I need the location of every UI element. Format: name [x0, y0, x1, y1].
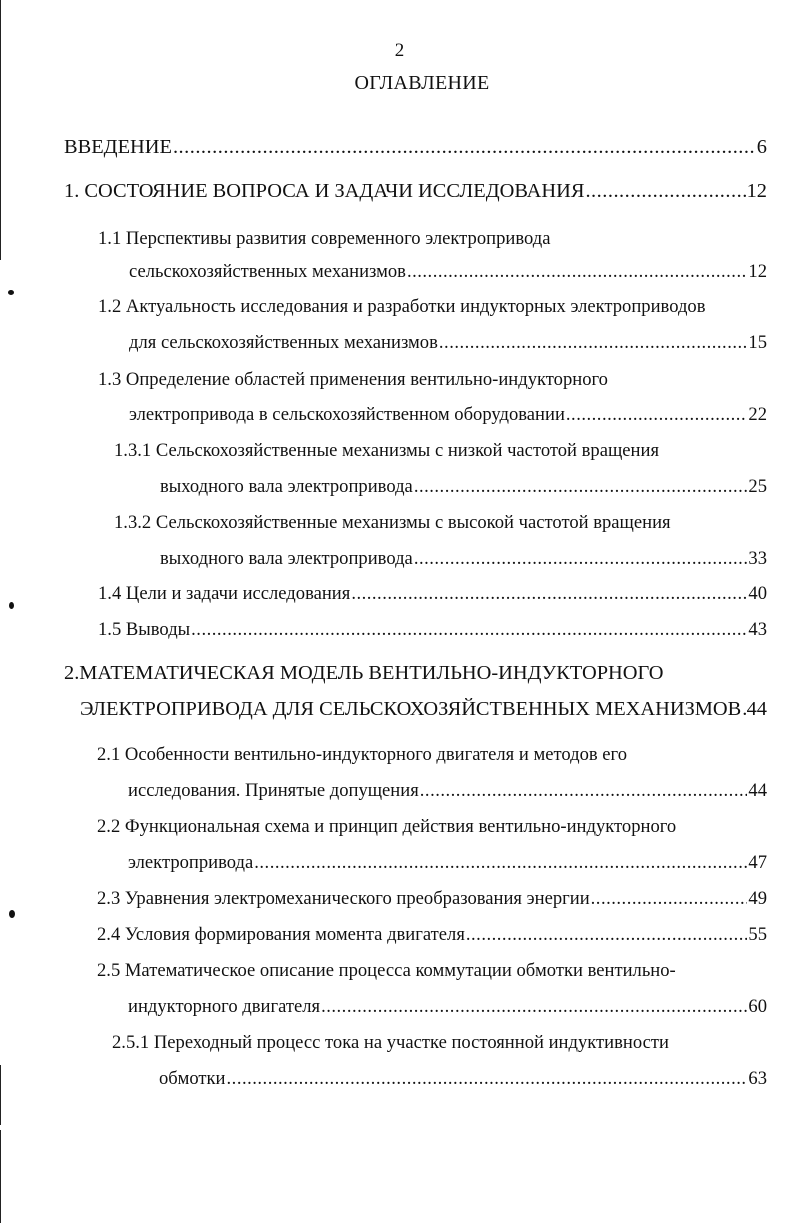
toc-entry-page: 43 [748, 619, 767, 640]
toc-entry-line1[interactable] [114, 438, 767, 464]
scan-edge-line [0, 1130, 1, 1223]
page-number: 2 [394, 40, 405, 61]
toc-entry-line1[interactable] [98, 226, 767, 252]
toc-entry-page: 55 [748, 924, 767, 945]
toc-entry-text: 1.3 Определение областей применения вентильно-индукторного [98, 369, 608, 390]
toc-entry-page: 15 [748, 332, 767, 353]
toc-leader-dots [466, 922, 748, 948]
toc-entry-text: 2.5.1 Переходный процесс тока на участке постоянной индуктивности [112, 1032, 669, 1053]
toc-entry-page: 40 [748, 583, 767, 604]
toc-entry-line1[interactable] [97, 742, 767, 768]
toc-entry-text: 1. СОСТОЯНИЕ ВОПРОСА И ЗАДАЧИ ИССЛЕДОВАНИЯ [64, 180, 585, 202]
toc-entry-text: электропривода в сельскохозяйственном оборудовании [129, 404, 565, 425]
toc-entry-text: исследования. Принятые допущения [128, 780, 419, 801]
toc-entry-line1[interactable] [112, 1030, 767, 1056]
toc-leader-dots [566, 402, 748, 428]
toc-leader-dots [254, 850, 747, 876]
toc-leader-dots [414, 474, 748, 500]
scan-speck [9, 602, 14, 609]
toc-entry-text: ЭЛЕКТРОПРИВОДА ДЛЯ СЕЛЬСКОХОЗЯЙСТВЕННЫХ МЕХАНИЗМОВ [80, 698, 742, 720]
scan-edge-line [0, 1065, 1, 1125]
toc-entry-page: 25 [748, 476, 767, 497]
toc-entry-text: электропривода [128, 852, 254, 873]
toc-leader-dots [742, 696, 745, 722]
toc-leader-dots [585, 178, 745, 204]
toc-entry-page: 44 [746, 698, 767, 720]
toc-entry-page: 47 [748, 852, 767, 873]
toc-leader-dots [439, 330, 748, 356]
toc-entry-text: для сельскохозяйственных механизмов [129, 332, 438, 353]
toc-entry[interactable] [159, 1066, 767, 1092]
toc-entry-text: 1.2 Актуальность исследования и разработки индукторных электроприводов [98, 296, 706, 317]
toc-entry-page: 6 [756, 136, 767, 158]
toc-entry-text: 2.4 Условия формирования момента двигателя [97, 924, 465, 945]
toc-entry-text: 2.2 Функциональная схема и принцип действия вентильно-индукторного [97, 816, 677, 837]
toc-leader-dots [591, 886, 748, 912]
toc-entry-page: 49 [748, 888, 767, 909]
toc-entry-line1[interactable] [98, 294, 767, 320]
toc-entry-text: 1.4 Цели и задачи исследования [98, 583, 351, 604]
toc-leader-dots [351, 581, 747, 607]
toc-entry[interactable] [80, 696, 767, 722]
toc-entry[interactable] [128, 994, 767, 1020]
toc-entry-text: 2.1 Особенности вентильно-индукторного двигателя и методов его [97, 744, 628, 765]
toc-entry-text: сельскохозяйственных механизмов [129, 261, 406, 282]
toc-entry-page: 12 [746, 180, 767, 202]
toc-entry[interactable] [129, 402, 767, 428]
toc-entry-text: выходного вала электропривода [160, 476, 413, 497]
toc-entry-text: 1.1 Перспективы развития современного электропривода [98, 228, 551, 249]
toc-entry-line1[interactable] [98, 367, 767, 393]
toc-entry-page: 12 [748, 261, 767, 282]
toc-entry-text: обмотки [159, 1068, 226, 1089]
toc-entry-page: 60 [748, 996, 767, 1017]
toc-entry[interactable] [64, 134, 767, 160]
toc-leader-dots [420, 778, 748, 804]
toc-entry[interactable] [97, 886, 767, 912]
toc-entry-text: 2.5 Математическое описание процесса коммутации обмотки вентильно- [97, 960, 676, 981]
scan-edge-line [0, 0, 1, 260]
toc-leader-dots [321, 994, 747, 1020]
toc-entry-text: 2.МАТЕМАТИЧЕСКАЯ МОДЕЛЬ ВЕНТИЛЬНО-ИНДУКТОРНОГО [64, 662, 664, 684]
toc-entry-page: 22 [748, 404, 767, 425]
toc-entry-text: выходного вала электропривода [160, 548, 413, 569]
toc-entry-text: ВВЕДЕНИЕ [64, 136, 172, 158]
toc-entry[interactable] [128, 850, 767, 876]
toc-entry-page: 63 [748, 1068, 767, 1089]
toc-entry[interactable] [160, 474, 767, 500]
toc-entry-text: 1.3.1 Сельскохозяйственные механизмы с низкой частотой вращения [114, 440, 660, 461]
toc-entry[interactable] [97, 922, 767, 948]
toc-entry-text: 1.3.2 Сельскохозяйственные механизмы с высокой частотой вращения [114, 512, 671, 533]
toc-entry-page: 44 [748, 780, 767, 801]
toc-leader-dots [414, 546, 748, 572]
toc-entry-page: 33 [748, 548, 767, 569]
toc-entry-line1[interactable] [114, 510, 767, 536]
toc-entry-line1[interactable] [97, 958, 767, 984]
toc-entry-text: индукторного двигателя [128, 996, 321, 1017]
toc-title: ОГЛАВЛЕНИЕ [354, 72, 490, 94]
toc-entry[interactable] [64, 178, 767, 204]
toc-entry[interactable] [128, 778, 767, 804]
toc-entry[interactable] [160, 546, 767, 572]
toc-entry[interactable] [129, 330, 767, 356]
toc-leader-dots [407, 259, 747, 285]
toc-leader-dots [173, 134, 756, 160]
toc-entry[interactable] [129, 259, 767, 285]
scan-speck [9, 910, 15, 918]
toc-entry-text: 1.5 Выводы [98, 619, 191, 640]
scan-speck [8, 290, 14, 295]
toc-entry-line1[interactable] [64, 660, 767, 686]
toc-leader-dots [191, 617, 747, 643]
toc-entry-line1[interactable] [97, 814, 767, 840]
toc-leader-dots [227, 1066, 748, 1092]
toc-entry-text: 2.3 Уравнения электромеханического преобразования энергии [97, 888, 590, 909]
toc-entry[interactable] [98, 617, 767, 643]
toc-entry[interactable] [98, 581, 767, 607]
